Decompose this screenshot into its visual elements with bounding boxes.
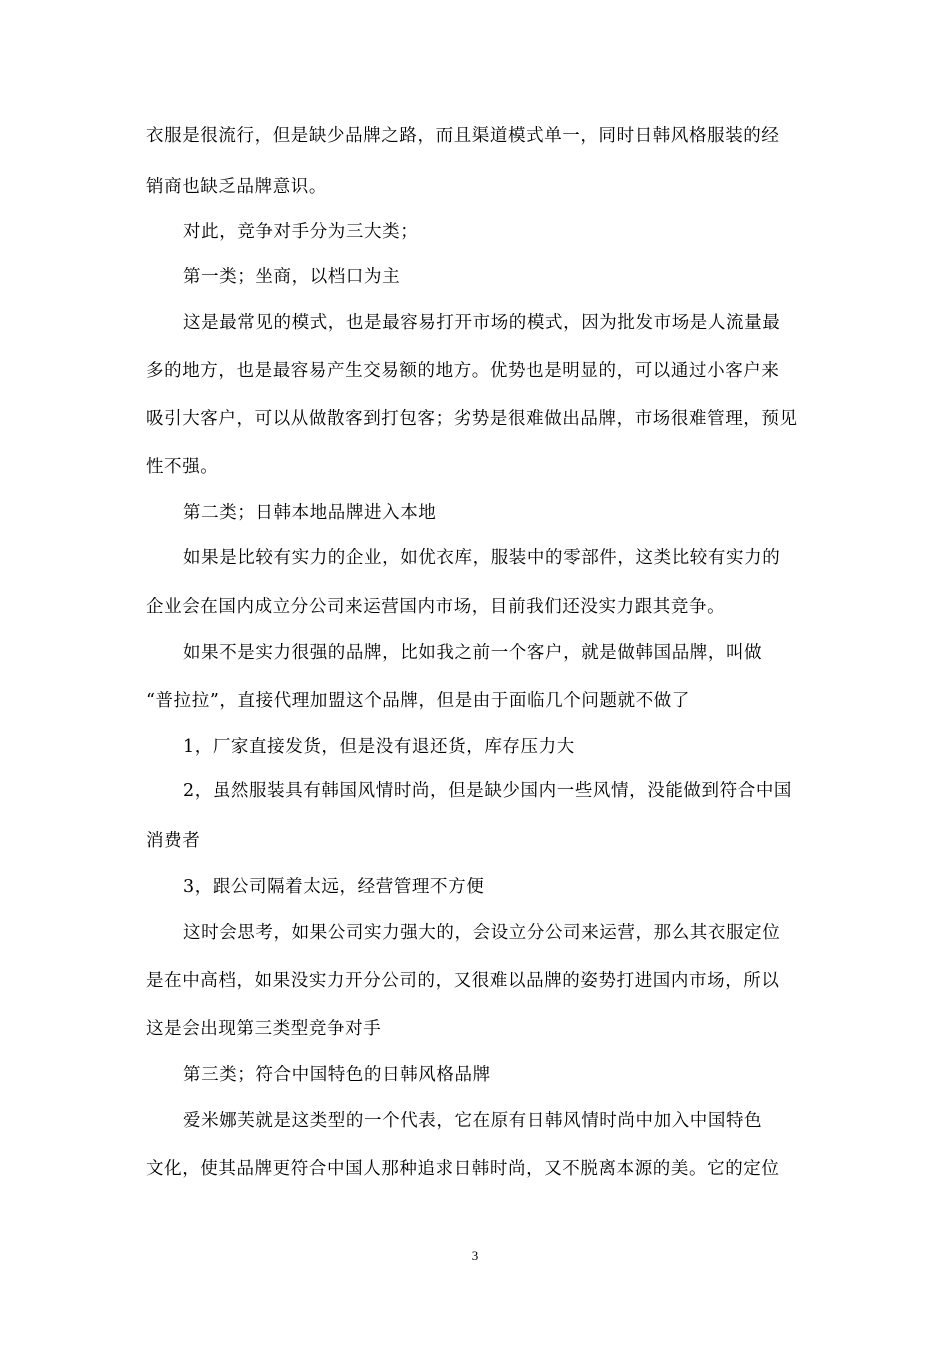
- text-line: 第一类；坐商，以档口为主: [183, 267, 401, 287]
- text-line: 是在中高档，如果没实力开分公司的，又很难以品牌的姿势打进国内市场，所以: [146, 971, 780, 991]
- text-line: 企业会在国内成立分公司来运营国内市场，目前我们还没实力跟其竞争。: [146, 597, 726, 617]
- text-line: 性不强。: [146, 457, 219, 477]
- text-line: 第三类；符合中国特色的日韩风格品牌: [183, 1065, 491, 1085]
- text-line: 销商也缺乏品牌意识。: [146, 177, 327, 197]
- text-line: 衣服是很流行，但是缺少品牌之路，而且渠道模式单一，同时日韩风格服装的经: [146, 126, 780, 146]
- text-line: 文化，使其品牌更符合中国人那种追求日韩时尚，又不脱离本源的美。它的定位: [146, 1159, 780, 1179]
- page-number: 3: [471, 1248, 479, 1263]
- text-line: 吸引大客户，可以从做散客到打包客；劣势是很难做出品牌，市场很难管理，预见: [146, 409, 798, 429]
- text-line: 如果不是实力很强的品牌，比如我之前一个客户，就是做韩国品牌，叫做: [183, 643, 763, 663]
- text-line: 对此，竞争对手分为三大类；: [183, 222, 419, 242]
- text-line: 如果是比较有实力的企业，如优衣库，服装中的零部件，这类比较有实力的: [183, 548, 781, 568]
- text-line: 3，跟公司隔着太远，经营管理不方便: [183, 877, 485, 897]
- text-line: “普拉拉”，直接代理加盟这个品牌，但是由于面临几个问题就不做了: [146, 691, 690, 711]
- text-line: 多的地方，也是最容易产生交易额的地方。优势也是明显的，可以通过小客户来: [146, 361, 780, 381]
- text-line: 这时会思考，如果公司实力强大的，会设立分公司来运营，那么其衣服定位: [183, 923, 781, 943]
- text-line: 1，厂家直接发货，但是没有退还货，库存压力大: [183, 737, 575, 757]
- text-line: 这是会出现第三类型竞争对手: [146, 1019, 382, 1039]
- text-line: 2，虽然服装具有韩国风情时尚，但是缺少国内一些风情，没能做到符合中国: [183, 781, 793, 801]
- text-line: 第二类；日韩本地品牌进入本地: [183, 503, 437, 523]
- text-line: 消费者: [146, 831, 201, 851]
- text-line: 这是最常见的模式，也是最容易打开市场的模式，因为批发市场是人流量最: [183, 313, 781, 333]
- text-line: 爱米娜芙就是这类型的一个代表，它在原有日韩风情时尚中加入中国特色: [183, 1111, 763, 1131]
